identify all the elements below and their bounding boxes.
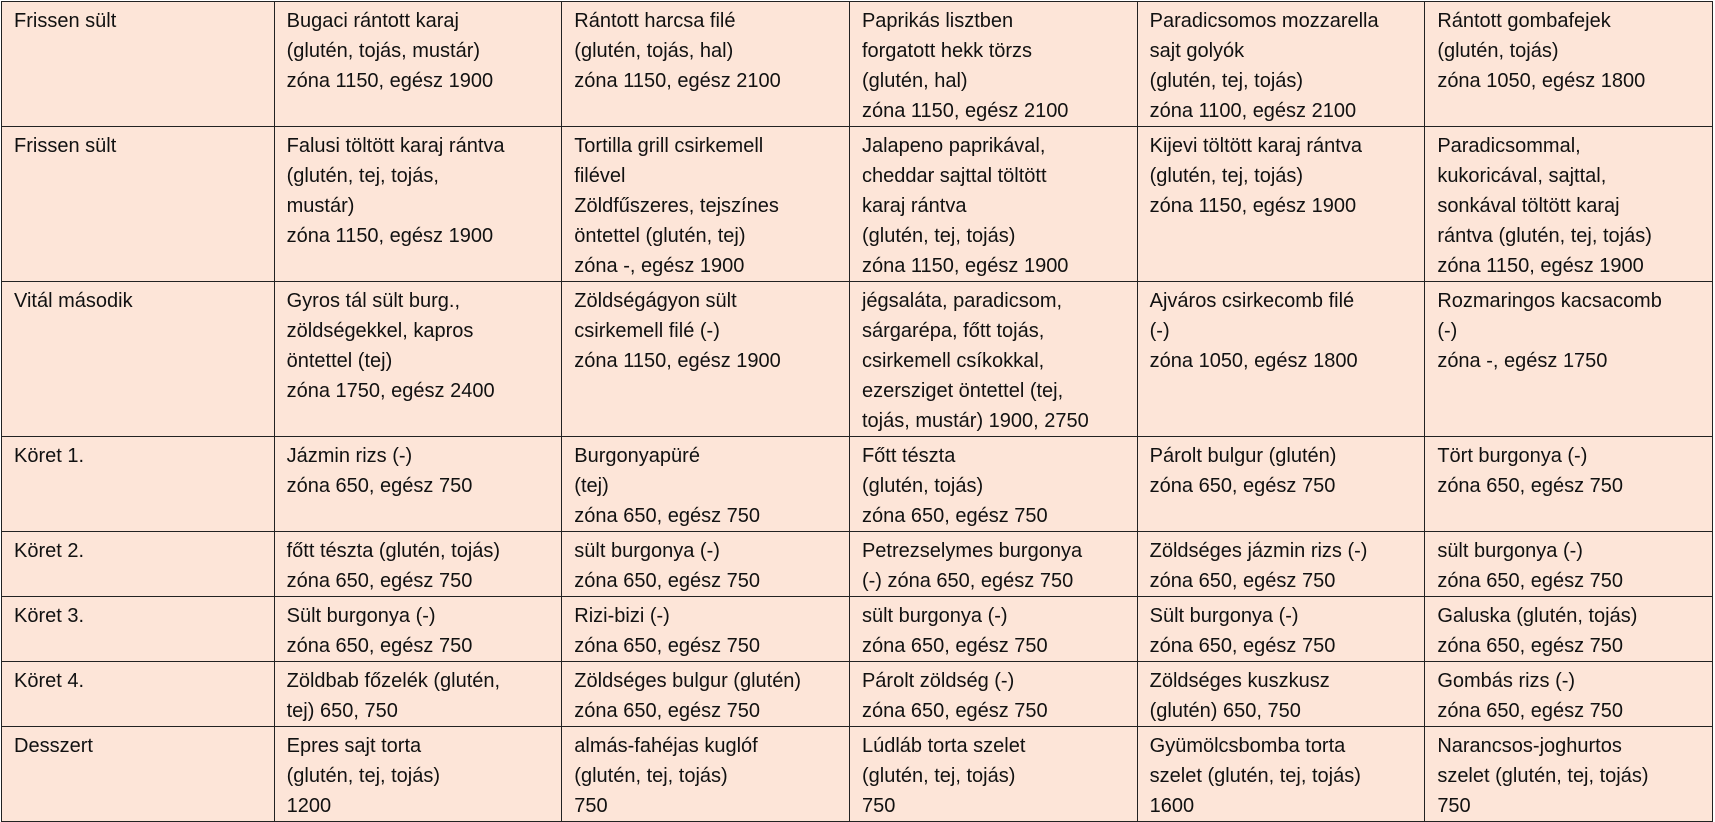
menu-cell (1137, 597, 1425, 662)
menu-cell-line: mustár) (286, 195, 355, 217)
menu-cell (1425, 597, 1713, 662)
menu-cell-line: zóna 650, egész 750 (286, 475, 473, 497)
menu-cell-line: Ajváros csirkecomb filé (1149, 290, 1355, 312)
menu-cell-line: Epres sajt torta (286, 735, 422, 757)
menu-table (1, 1, 1713, 822)
menu-cell (849, 437, 1137, 532)
menu-cell-line: (glutén, tojás, hal) (574, 40, 734, 62)
menu-cell (1137, 282, 1425, 437)
menu-cell-line: forgatott hekk törzs (861, 40, 1033, 62)
menu-cell-line: Gyros tál sült burg., (286, 290, 461, 312)
row-label: Köret 1. (14, 445, 85, 467)
menu-cell (562, 597, 850, 662)
row-label: Köret 3. (14, 605, 85, 627)
menu-cell-line: Zöldségágyon sült (574, 290, 737, 312)
menu-cell (274, 127, 562, 282)
menu-cell (562, 532, 850, 597)
menu-cell-line: Főtt tészta (861, 445, 956, 467)
menu-cell-line: zóna 650, egész 750 (574, 505, 760, 527)
menu-cell-line: zóna 1150, egész 1900 (1149, 195, 1357, 217)
menu-cell-line: tej) 650, 750 (286, 700, 398, 722)
menu-cell-line: Zöldfűszeres, tejszínes (574, 195, 779, 217)
row-label-cell (2, 597, 275, 662)
menu-cell-line: Tört burgonya (-) (1437, 445, 1588, 467)
menu-cell-line: (glutén) 650, 750 (1149, 700, 1301, 722)
menu-cell-line: (-) (1437, 320, 1458, 342)
menu-cell (562, 437, 850, 532)
menu-cell-line: Tortilla grill csirkemell (574, 135, 764, 157)
menu-cell-line: zóna -, egész 1750 (1437, 350, 1608, 372)
menu-cell-line: zóna 1150, egész 1900 (286, 225, 494, 247)
menu-cell (1425, 727, 1713, 822)
menu-cell-line: csirkemell filé (-) (574, 320, 720, 342)
row-label-cell (2, 532, 275, 597)
menu-cell-line: Gyümölcsbomba torta (1149, 735, 1346, 757)
menu-cell-line: sült burgonya (-) (574, 540, 720, 562)
menu-cell (1137, 727, 1425, 822)
menu-cell-line: Párolt bulgur (glutén) (1149, 445, 1337, 467)
menu-cell-line: (glutén, tej, tojás) (574, 765, 728, 787)
menu-cell-line: zóna 1150, egész 2100 (861, 100, 1069, 122)
menu-cell-line: (-) zóna 650, egész 750 (861, 570, 1074, 592)
menu-cell-line: Paradicsommal, (1437, 135, 1581, 157)
menu-cell-line: Rántott harcsa filé (574, 10, 736, 32)
menu-cell-line: Zöldséges jázmin rizs (-) (1149, 540, 1368, 562)
menu-cell-line: sárgarépa, főtt tojás, (861, 320, 1045, 342)
menu-table-body (2, 2, 1713, 822)
menu-cell-line: zóna 650, egész 750 (861, 700, 1048, 722)
menu-cell-line: sajt golyók (1149, 40, 1245, 62)
menu-cell (849, 727, 1137, 822)
menu-cell-line: Jázmin rizs (-) (286, 445, 413, 467)
menu-cell-line: zöldségekkel, kapros (286, 320, 474, 342)
table-row (2, 597, 1713, 662)
menu-cell (1137, 127, 1425, 282)
menu-cell (274, 597, 562, 662)
menu-cell (1137, 662, 1425, 727)
menu-cell-line: Párolt zöldség (-) (861, 670, 1015, 692)
menu-cell-line: 750 (1437, 795, 1471, 817)
menu-cell-line: (glutén, tej, tojás) (861, 225, 1016, 247)
menu-cell-line: Rizi-bizi (-) (574, 605, 670, 627)
menu-cell-line: 750 (861, 795, 896, 817)
menu-cell-line: zóna 650, egész 750 (574, 570, 760, 592)
menu-cell-line: Kijevi töltött karaj rántva (1149, 135, 1362, 157)
menu-cell-line: Paprikás lisztben (861, 10, 1014, 32)
menu-cell-line: zóna 1150, egész 1900 (861, 255, 1069, 277)
menu-cell (1425, 282, 1713, 437)
menu-cell-line: karaj rántva (861, 195, 967, 217)
menu-cell-line: sonkával töltött karaj (1437, 195, 1620, 217)
menu-cell-line: 1600 (1149, 795, 1195, 817)
menu-cell-line: 750 (574, 795, 608, 817)
menu-cell (274, 532, 562, 597)
row-label-cell (2, 127, 275, 282)
menu-cell (562, 727, 850, 822)
menu-cell-line: Burgonyapüré (574, 445, 700, 467)
menu-cell (1425, 127, 1713, 282)
menu-cell-line: csirkemell csíkokkal, (861, 350, 1045, 372)
row-label: Frissen sült (14, 135, 117, 157)
row-label-cell (2, 437, 275, 532)
menu-cell-line: öntettel (tej) (286, 350, 393, 372)
menu-cell-line: zóna 650, egész 750 (1149, 570, 1336, 592)
menu-cell-line: (glutén, tej, tojás) (1149, 70, 1304, 92)
menu-cell-line: zóna 650, egész 750 (1437, 475, 1624, 497)
menu-cell-line: Falusi töltött karaj rántva (286, 135, 505, 157)
menu-cell-line: Lúdláb torta szelet (861, 735, 1026, 757)
menu-cell-line: Bugaci rántott karaj (286, 10, 459, 32)
menu-cell-line: zóna 650, egész 750 (861, 505, 1048, 527)
menu-cell-line: Rozmaringos kacsacomb (1437, 290, 1662, 312)
row-label: Köret 4. (14, 670, 85, 692)
menu-cell (849, 597, 1137, 662)
menu-cell-line: zóna 650, egész 750 (286, 635, 473, 657)
menu-cell-line: (glutén, tej, tojás) (286, 765, 441, 787)
menu-cell (1137, 532, 1425, 597)
menu-cell-line: zóna 1150, egész 1900 (574, 350, 781, 372)
menu-cell (1425, 437, 1713, 532)
menu-cell-line: Petrezselymes burgonya (861, 540, 1083, 562)
menu-cell (562, 662, 850, 727)
menu-cell-line: rántva (glutén, tej, tojás) (1437, 225, 1652, 247)
row-label-cell (2, 662, 275, 727)
menu-cell-line: filével (574, 165, 626, 187)
menu-cell-line: (glutén, tojás, mustár) (286, 40, 481, 62)
menu-cell-line: Paradicsomos mozzarella (1149, 10, 1379, 32)
menu-cell-line: (tej) (574, 475, 609, 497)
menu-cell-line: Zöldséges kuszkusz (1149, 670, 1330, 692)
menu-cell-line: Sült burgonya (-) (286, 605, 436, 627)
menu-cell-line: cheddar sajttal töltött (861, 165, 1047, 187)
row-label: Frissen sült (14, 10, 117, 32)
menu-cell (274, 727, 562, 822)
menu-cell (1425, 532, 1713, 597)
menu-cell-line: öntettel (glutén, tej) (574, 225, 746, 247)
menu-cell-line: ezersziget öntettel (tej, (861, 380, 1064, 402)
menu-cell-line: zóna 1150, egész 2100 (574, 70, 781, 92)
menu-cell (849, 2, 1137, 127)
menu-cell-line: zóna 1150, egész 1900 (1437, 255, 1644, 277)
row-label: Köret 2. (14, 540, 85, 562)
menu-cell (1425, 662, 1713, 727)
row-label-cell (2, 282, 275, 437)
menu-cell-line: zóna 650, egész 750 (574, 635, 760, 657)
menu-cell-line: szelet (glutén, tej, tojás) (1149, 765, 1361, 787)
menu-cell (849, 532, 1137, 597)
menu-cell-line: zóna 1150, egész 1900 (286, 70, 494, 92)
table-row (2, 727, 1713, 822)
table-row (2, 282, 1713, 437)
menu-cell-line: 1200 (286, 795, 332, 817)
menu-cell-line: Jalapeno paprikával, (861, 135, 1046, 157)
table-row (2, 662, 1713, 727)
menu-cell-line: zóna 650, egész 750 (1437, 570, 1624, 592)
row-label-cell (2, 727, 275, 822)
menu-cell-line: zóna 650, egész 750 (1149, 635, 1336, 657)
menu-cell-line: Sült burgonya (-) (1149, 605, 1299, 627)
menu-cell (849, 127, 1137, 282)
menu-cell-line: zóna 650, egész 750 (1149, 475, 1336, 497)
menu-cell-line: (glutén, hal) (861, 70, 968, 92)
menu-cell-line: (glutén, tej, tojás, (286, 165, 439, 187)
table-row (2, 2, 1713, 127)
menu-cell (562, 2, 850, 127)
menu-cell (274, 662, 562, 727)
menu-cell-line: zóna 650, egész 750 (861, 635, 1048, 657)
menu-cell-line: Galuska (glutén, tojás) (1437, 605, 1638, 627)
menu-cell-line: sült burgonya (-) (861, 605, 1008, 627)
menu-cell (562, 127, 850, 282)
menu-cell (274, 2, 562, 127)
row-label-cell (2, 2, 275, 127)
menu-cell-line: zóna 1750, egész 2400 (286, 380, 495, 402)
menu-cell-line: Zöldséges bulgur (glutén) (574, 670, 802, 692)
menu-cell-line: almás-fahéjas kuglóf (574, 735, 758, 757)
menu-cell-line: (glutén, tej, tojás) (1149, 165, 1304, 187)
menu-cell-line: zóna 1050, egész 1800 (1149, 350, 1358, 372)
menu-cell-line: sült burgonya (-) (1437, 540, 1583, 562)
table-row (2, 127, 1713, 282)
table-row (2, 532, 1713, 597)
menu-cell-line: zóna 650, egész 750 (1437, 635, 1624, 657)
menu-cell (849, 282, 1137, 437)
menu-cell-line: Narancsos-joghurtos (1437, 735, 1622, 757)
menu-cell-line: zóna 650, egész 750 (1437, 700, 1624, 722)
menu-cell-line: zóna 1050, egész 1800 (1437, 70, 1646, 92)
menu-cell (562, 282, 850, 437)
menu-cell-line: Gombás rizs (-) (1437, 670, 1576, 692)
menu-cell-line: zóna 1100, egész 2100 (1149, 100, 1357, 122)
menu-cell (1137, 437, 1425, 532)
menu-cell-line: zóna -, egész 1900 (574, 255, 745, 277)
menu-cell-line: kukoricával, sajttal, (1437, 165, 1607, 187)
menu-cell (1137, 2, 1425, 127)
menu-cell-line: Rántott gombafejek (1437, 10, 1611, 32)
menu-cell-line: (glutén, tojás) (1437, 40, 1559, 62)
menu-cell-line: (glutén, tej, tojás) (861, 765, 1016, 787)
menu-cell (849, 662, 1137, 727)
menu-cell-line: (-) (1149, 320, 1170, 342)
menu-cell-line: (glutén, tojás) (861, 475, 984, 497)
menu-cell-line: tojás, mustár) 1900, 2750 (861, 410, 1089, 432)
menu-cell-line: főtt tészta (glutén, tojás) (286, 540, 501, 562)
table-row (2, 437, 1713, 532)
menu-cell-line: szelet (glutén, tej, tojás) (1437, 765, 1649, 787)
menu-cell-line: Zöldbab főzelék (glutén, (286, 670, 501, 692)
row-label: Vitál második (14, 290, 133, 312)
row-label: Desszert (14, 735, 93, 757)
menu-cell-line: zóna 650, egész 750 (286, 570, 473, 592)
menu-cell (274, 437, 562, 532)
menu-cell (274, 282, 562, 437)
menu-cell (1425, 2, 1713, 127)
menu-cell-line: jégsaláta, paradicsom, (861, 290, 1063, 312)
menu-cell-line: zóna 650, egész 750 (574, 700, 760, 722)
